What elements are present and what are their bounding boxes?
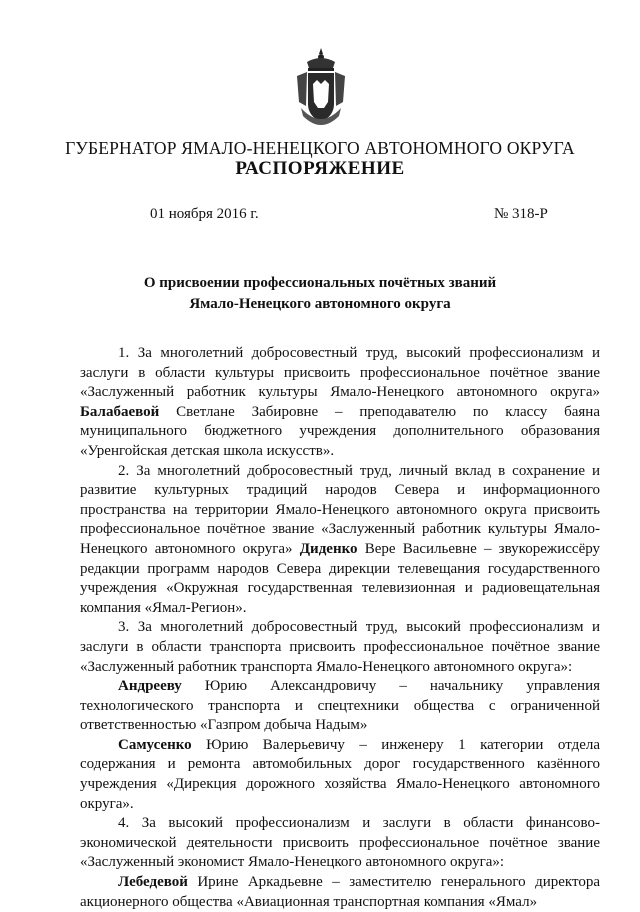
document-date: 01 ноября 2016 г.: [150, 206, 259, 222]
issuer-title: ГУБЕРНАТОР ЯМАЛО-НЕНЕЦКОГО АВТОНОМНОГО ОКРУГА: [65, 138, 575, 158]
awardee-name: Лебедевой: [118, 874, 188, 891]
paragraph-1-text: 1. За многолетний добросовестный труд, высокий профессионализм и заслуги в области культуры присвоить профессиональное почётное звание «Заслуженный работник культуры Ямало-Ненецкого автономного округа»: [80, 345, 600, 401]
paragraph-3-text: 3. За многолетний добросовестный труд, высокий профессионализм и заслуги в области транспорта присвоить профессиональное почётное звание «Заслуженный работник транспорта Ямало-Ненецкого автономного округа»:: [80, 619, 600, 675]
paragraph-4-text: 4. За высокий профессионализм и заслуги в области финансово-экономической деятельности присвоить профессиональное почётное звание «Заслуженный экономист Ямало-Ненецкого автономного округа»:: [80, 815, 600, 871]
paragraph-4: [80, 814, 600, 873]
document-number: № 318-Р: [494, 206, 548, 222]
paragraph-3-awardee-2: [80, 736, 600, 814]
document-body: [80, 344, 600, 912]
paragraph-3-awardee-1: [80, 677, 600, 736]
paragraph-3: [80, 618, 600, 677]
awardee-name: Самусенко: [118, 736, 192, 753]
paragraph-2-tail: Вере Васильевне – звукорежиссёру редакции программ народов Севера дирекции телевещания государственного учреждения «Окружная государственная телевизионная и радиовещательная компания «Ямал-Регион».: [80, 540, 601, 616]
subject-line-2: Ямало-Ненецкого автономного округа: [189, 296, 451, 312]
paragraph-4-awardee-1: [80, 873, 600, 912]
paragraph-1: [80, 344, 600, 462]
awardee-details: Ирине Аркадьевне – заместителю генерального директора акционерного общества «Авиационная транспортная компания «Ямал»: [80, 874, 600, 910]
awardee-details: Юрию Александровичу – начальнику управления технологического транспорта и спецтехники общества с ограниченной ответственностью «Газпром добыча Надым»: [80, 678, 600, 734]
awardee-name: Андрееву: [118, 678, 182, 695]
awardee-details: Юрию Валерьевичу – инженеру 1 категории отдела содержания и ремонта автомобильных дорог государственного казённого учреждения «Дирекция дорожного хозяйства Ямало-Ненецкого автономного округа».: [80, 736, 601, 812]
document-subject: [120, 273, 520, 315]
paragraph-2-text: 2. За многолетний добросовестный труд, личный вклад в сохранение и развитие культурных традиций народов Севера и информационного пространства на территории Ямало-Ненецкого автономного округа присвоить профессиональное почётное звание «Заслуженный работник культуры Ямало-Ненецкого автономного округа»: [80, 462, 600, 557]
document-type-title: РАСПОРЯЖЕНИЕ: [235, 158, 405, 179]
subject-line-1: О присвоении профессиональных почётных званий: [143, 275, 497, 291]
paragraph-1-tail: Светлане Забировне – преподавателю по классу баяна муниципального бюджетного учреждения дополнительного образования «Уренгойская детская школа искусств».: [80, 403, 600, 459]
awardee-name: Балабаевой: [80, 403, 160, 420]
coat-of-arms-emblem: [293, 46, 349, 134]
awardee-name: Диденко: [299, 540, 358, 557]
paragraph-2: [80, 462, 600, 619]
